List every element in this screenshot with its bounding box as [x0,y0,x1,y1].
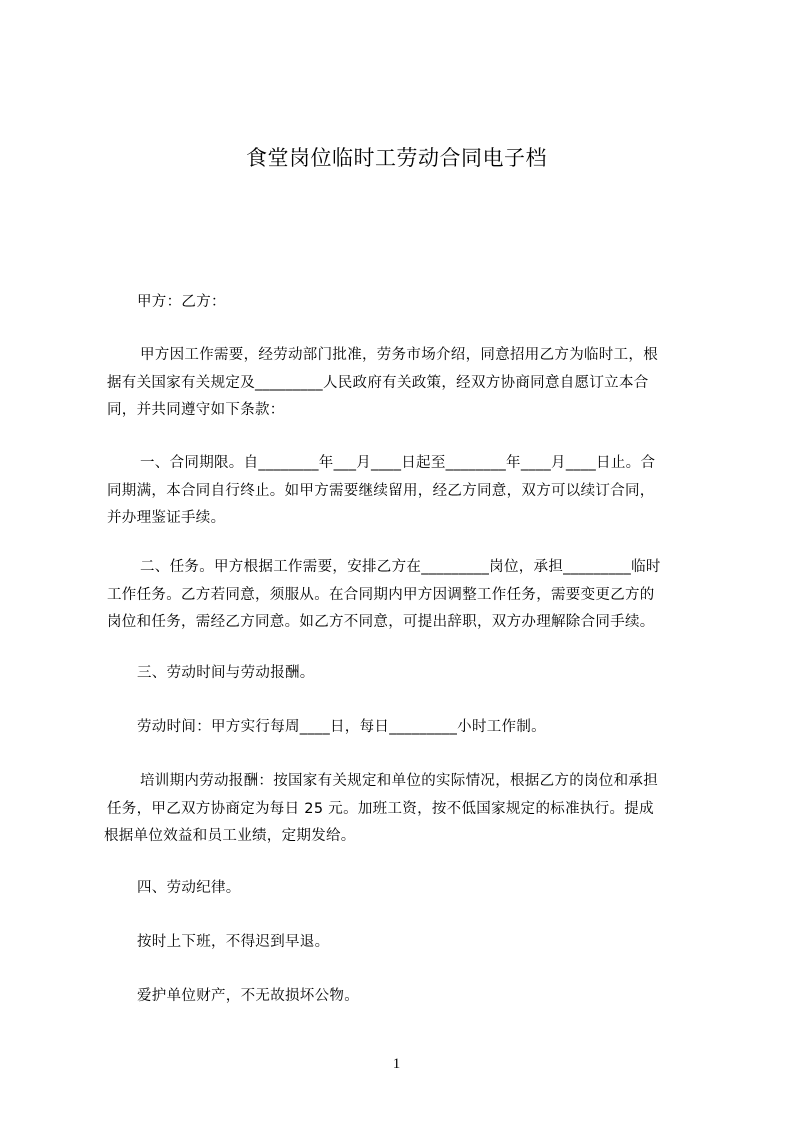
paragraph-line: 并办理鉴证手续。 [107,510,226,526]
paragraph-line: 爱护单位财产，不无故损坏公物。 [137,988,359,1004]
paragraph-line: 按时上下班，不得迟到早退。 [137,934,330,950]
paragraph-line: 岗位和任务，需经乙方同意。如乙方不同意，可提出辞职，双方办理解除合同手续。 [107,614,655,630]
paragraph-line: 任务，甲乙双方协商定为每日 25 元。加班工资，按不低国家规定的标准执行。提成 [107,801,654,817]
section-heading: 四、劳动纪律。 [137,880,241,896]
page-number: 1 [392,1056,401,1072]
section-heading: 三、劳动时间与劳动报酬。 [137,665,315,681]
paragraph-line: 培训期内劳动报酬：按国家有关规定和单位的实际情况，根据乙方的岗位和承担 [140,773,658,789]
paragraph-line: 同期满，本合同自行终止。如甲方需要继续留用，经乙方同意，双方可以续订合同， [107,483,655,499]
paragraph-line: 同，并共同遵守如下条款： [107,402,285,418]
paragraph-line: 根据单位效益和员工业绩，定期发给。 [104,828,356,844]
document-title: 食堂岗位临时工劳动合同电子档 [246,146,547,170]
paragraph-line: 一、合同期限。自________年___月____日起至________年____月____日止。合 [140,455,656,471]
paragraph-line: 二、任务。甲方根据工作需要，安排乙方在_________岗位，承担_________临时 [140,559,661,575]
paragraph-line: 甲方因工作需要，经劳动部门批准，劳务市场介绍，同意招用乙方为临时工，根 [140,347,658,363]
paragraph-line: 据有关国家有关规定及_________人民政府有关政策，经双方协商同意自愿订立本合 [107,375,649,391]
party-line: 甲方：乙方： [137,294,226,310]
paragraph-line: 工作任务。乙方若同意，须服从。在合同期内甲方因调整工作任务，需要变更乙方的 [107,587,655,603]
paragraph-line: 劳动时间：甲方实行每周____日，每日_________小时工作制。 [137,719,546,735]
